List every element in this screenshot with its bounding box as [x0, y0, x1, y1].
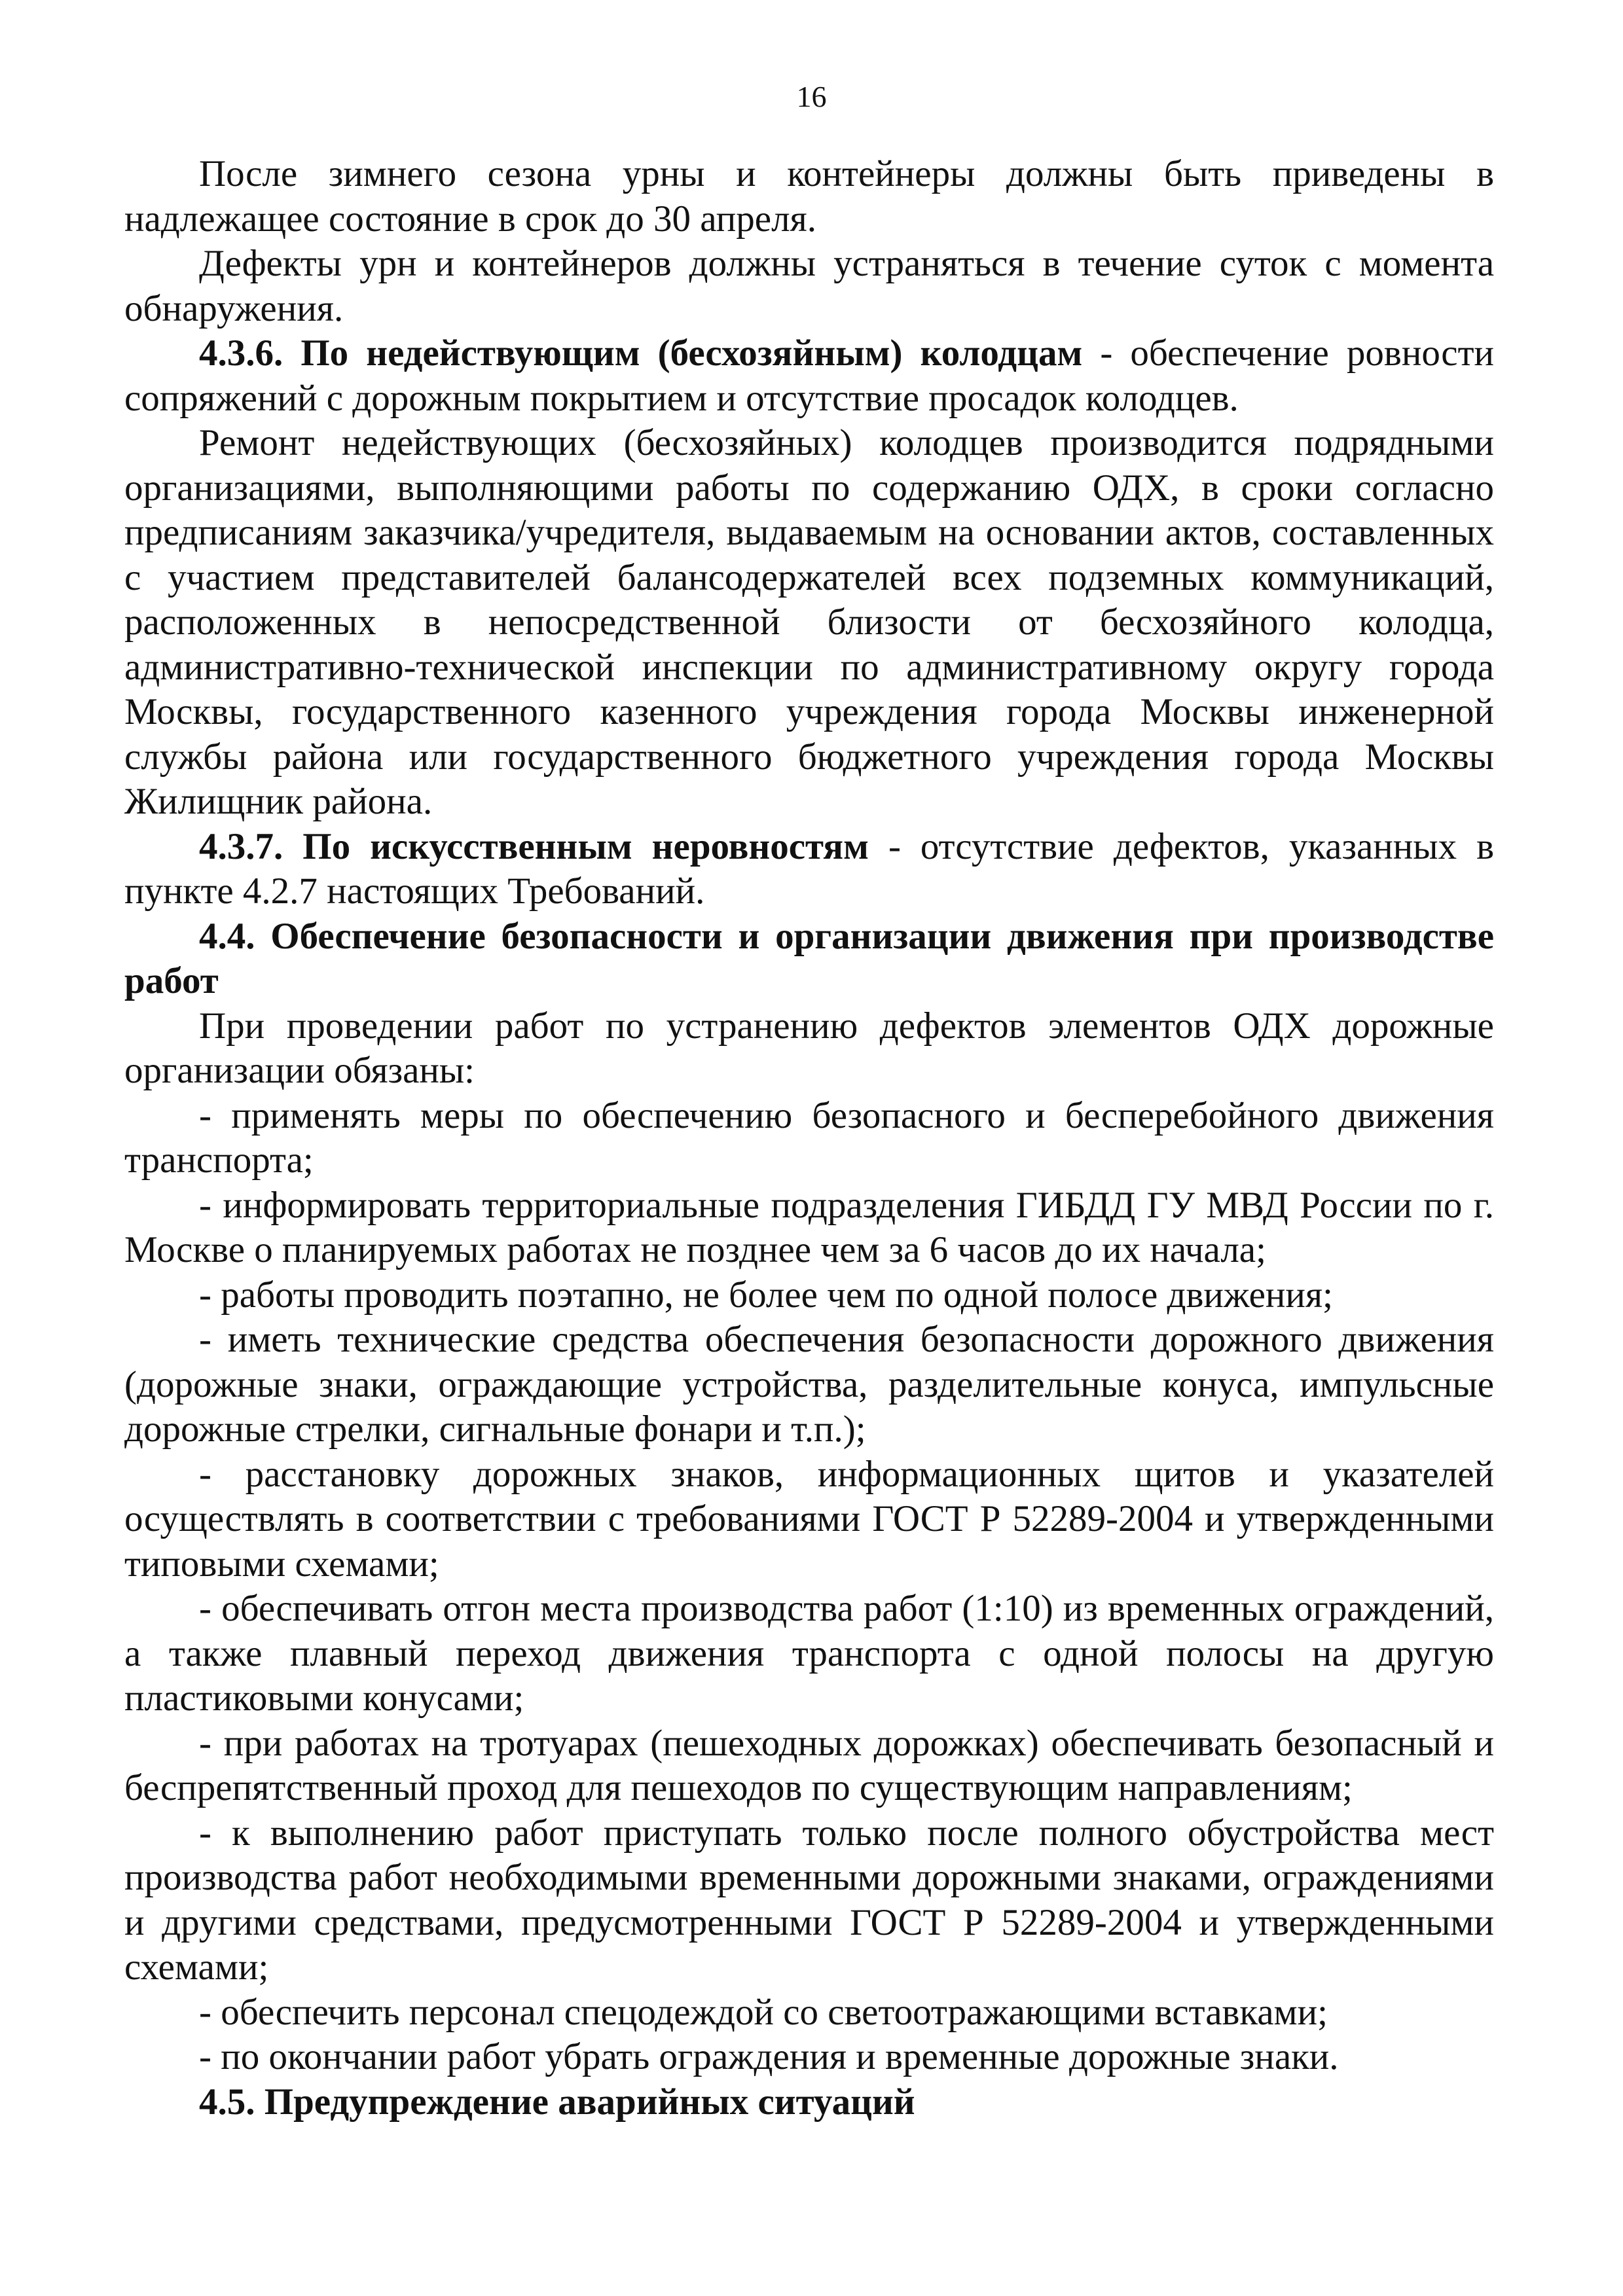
- list-item-remove-fencing: - по окончании работ убрать ограждения и временные дорожные знаки.: [199, 2036, 1339, 2077]
- section-title-4-3-7: 4.3.7. По искусственным неровностям: [199, 825, 869, 867]
- list-item-road-signs: - расстановку дорожных знаков, информационных щитов и указателей осуществлять в соответствии с требованиями ГОСТ Р 52289-2004 и утвержденными типовыми схемами;: [124, 1453, 1494, 1585]
- list-item-reflective-clothing: - обеспечить персонал спецодеждой со светоотражающими вставками;: [199, 1991, 1328, 2033]
- section-title-4-3-6: 4.3.6. По недействующим (бесхозяйным) колодцам: [199, 332, 1083, 374]
- page-number: 16: [796, 80, 827, 113]
- list-item-start-after-setup: - к выполнению работ приступать только после полного обустройства мест производства работ необходимыми временными дорожными знаками, ограждениями и другими средствами, предусмотренными ГОСТ Р 52289-2004 и утвержденными схемами;: [124, 1812, 1494, 1988]
- list-item-sidewalk-works: - при работах на тротуарах (пешеходных дорожках) обеспечивать безопасный и беспрепятственный проход для пешеходов по существующим направлениям;: [124, 1722, 1494, 1808]
- list-item-work-stages: - работы проводить поэтапно, не более чем по одной полосе движения;: [199, 1274, 1333, 1316]
- paragraph-obligations-intro: При проведении работ по устранению дефектов элементов ОДХ дорожные организации обязаны:: [124, 1005, 1494, 1091]
- paragraph-urns-after-winter: После зимнего сезона урны и контейнеры должны быть приведены в надлежащее состояние в срок до 30 апреля.: [124, 153, 1494, 240]
- document-body: [124, 152, 1494, 2125]
- list-item-work-zone-taper: - обеспечивать отгон места производства работ (1:10) из временных ограждений, а также плавный переход движения транспорта с одной полосы на другую пластиковыми конусами;: [124, 1588, 1494, 1719]
- list-item-technical-means: - иметь технические средства обеспечения безопасности дорожного движения (дорожные знаки, ограждающие устройства, разделительные конуса, импульсные дорожные стрелки, сигнальные фонари и т.п.);: [124, 1319, 1494, 1450]
- section-text-4-3-7: - отсутствие дефектов, указанных в пункте 4.2.7 настоящих Требований.: [124, 825, 1494, 912]
- paragraph-4-3-6: [124, 331, 1494, 421]
- paragraph-4-3-7: [124, 825, 1494, 914]
- paragraph-wells-repair: Ремонт недействующих (бесхозяйных) колодцев производится подрядными организациями, выполняющими работы по содержанию ОДХ, в сроки согласно предписаниям заказчика/учредителя, выдаваемым на основании актов, составленных с участием представителей балансодержателей всех подземных коммуникаций, расположенных в непосредственной близости от бесхозяйного колодца, административно-технической инспекции по административному округу города Москвы, государственного казенного учреждения города Москвы инженерной службы района или государственного бюджетного учреждения города Москвы Жилищник района.: [124, 422, 1494, 822]
- list-item-inform-gibdd: - информировать территориальные подразделения ГИБДД ГУ МВД России по г. Москве о планируемых работах не позднее чем за 6 часов до их начала;: [124, 1184, 1494, 1270]
- list-item-traffic-safety: - применять меры по обеспечению безопасного и бесперебойного движения транспорта;: [124, 1094, 1494, 1181]
- paragraph-urns-defects: Дефекты урн и контейнеров должны устраняться в течение суток с момента обнаружения.: [124, 243, 1494, 329]
- heading-4-5: 4.5. Предупреждение аварийных ситуаций: [199, 2081, 915, 2123]
- heading-4-4: 4.4. Обеспечение безопасности и организации движения при производстве работ: [124, 915, 1494, 1001]
- section-text-4-3-6: - обеспечение ровности сопряжений с дорожным покрытием и отсутствие просадок колодцев.: [124, 332, 1494, 419]
